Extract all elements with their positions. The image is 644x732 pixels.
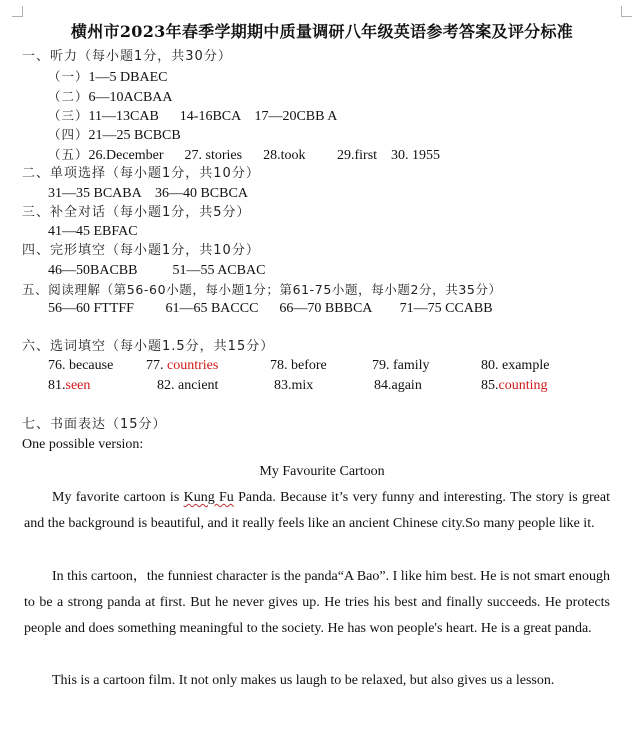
page-corner-mark-right xyxy=(621,6,632,17)
part-answers: 1—5 DBAEC xyxy=(88,70,168,85)
part-label: （三） xyxy=(48,108,89,123)
page-corner-mark-left xyxy=(12,6,23,17)
answer-word: countries xyxy=(167,358,219,373)
answer-number: 79. xyxy=(372,358,393,373)
answer-word: mix xyxy=(291,378,314,393)
section-1-part-4 xyxy=(48,126,181,145)
answer-78 xyxy=(270,357,327,375)
section-7-heading: 七、书面表达（15分） xyxy=(22,417,167,432)
document-title: 横州市2023年春季学期期中质量调研八年级英语参考答案及评分标准 xyxy=(70,22,574,41)
answer-number: 83. xyxy=(274,378,292,393)
essay-intro: One possible version: xyxy=(22,437,144,452)
word-fill-row-1 xyxy=(0,357,644,375)
answer-84 xyxy=(374,377,422,395)
part-label: （二） xyxy=(48,89,89,104)
word-fill-row-2 xyxy=(0,377,644,395)
essay-paragraph-2: In this cartoon，the funniest character is the panda“A Bao”. I like him best. He is not smart enough to be a strong panda at first. But he never gives up. He tries his best and finally succeeds. He protects people and does something meaningful to the society. He has won people's heart. He is a great panda. xyxy=(24,569,610,636)
answer-79 xyxy=(372,357,430,375)
part-label: （五） xyxy=(48,147,89,162)
spellcheck-flagged-text: Kung Fu xyxy=(183,490,234,505)
part-answers: 11—13CAB 14-16BCA 17—20CBB A xyxy=(88,109,338,124)
answer-83 xyxy=(274,377,313,395)
section-6-heading: 六、选词填空（每小题1.5分，共15分） xyxy=(22,339,275,354)
section-3-answers: 41—45 EBFAC xyxy=(48,224,138,239)
section-4-answers: 46—50BACBB 51—55 ACBAC xyxy=(48,263,266,278)
part-answers: 21—25 BCBCB xyxy=(88,128,181,143)
section-2-heading: 二、单项选择（每小题1分，共10分） xyxy=(22,166,260,181)
section-5-answers: 56—60 FTTFF 61—65 BACCC 66—70 BBBCA 71—75 CCABB xyxy=(48,301,493,316)
answer-word: seen xyxy=(65,378,91,393)
answer-85 xyxy=(481,377,548,395)
essay-title: My Favourite Cartoon xyxy=(259,464,385,479)
answer-word: counting xyxy=(498,378,548,393)
answer-number: 78. xyxy=(270,358,291,373)
part-answers: 26.December 27. stories 28.took 29.first 30. 1955 xyxy=(88,148,441,163)
section-1-part-5 xyxy=(48,146,440,165)
section-3-heading: 三、补全对话（每小题1分，共5分） xyxy=(22,205,251,220)
part-label: （一） xyxy=(48,69,89,84)
essay-paragraph-3: This is a cartoon film. It not only makes us laugh to be relaxed, but also gives us a lesson. xyxy=(52,673,555,688)
answer-word: ancient xyxy=(178,378,219,393)
answer-number: 76. xyxy=(48,358,69,373)
answer-number: 81. xyxy=(48,378,66,393)
answer-82 xyxy=(157,377,218,395)
answer-77 xyxy=(146,357,218,375)
answer-80 xyxy=(481,357,549,375)
answer-number: 82. xyxy=(157,378,178,393)
essay-paragraph-1 xyxy=(24,485,610,537)
answer-word: family xyxy=(393,358,430,373)
section-2-answers: 31—35 BCABA 36—40 BCBCA xyxy=(48,186,248,201)
section-1-part-2 xyxy=(48,88,173,107)
answer-81 xyxy=(48,377,90,395)
section-1-part-3 xyxy=(48,107,337,126)
answer-word: example xyxy=(502,358,550,373)
paragraph-text: My favorite cartoon is xyxy=(52,490,184,505)
answer-word: because xyxy=(69,358,114,373)
answer-word: before xyxy=(291,358,327,373)
part-answers: 6—10ACBAA xyxy=(88,90,173,105)
part-label: （四） xyxy=(48,127,89,142)
answer-number: 80. xyxy=(481,358,502,373)
answer-number: 84. xyxy=(374,378,392,393)
section-5-heading: 五、阅读理解（第56-60小题，每小题1分；第61-75小题，每小题2分，共35分） xyxy=(22,282,502,297)
paragraph-text: Panda. Because it’s very funny and interesting. The story is great and the background is beautiful, and it really feels like an ancient Chinese city.So many people like it. xyxy=(24,490,610,531)
section-1-heading: 一、听力（每小题1分，共30分） xyxy=(22,49,232,64)
section-1-part-1 xyxy=(48,68,167,87)
answer-number: 85. xyxy=(481,378,499,393)
section-4-heading: 四、完形填空（每小题1分，共10分） xyxy=(22,243,260,258)
answer-word: again xyxy=(391,378,422,393)
answer-number: 77. xyxy=(146,358,167,373)
answer-76 xyxy=(48,357,113,375)
